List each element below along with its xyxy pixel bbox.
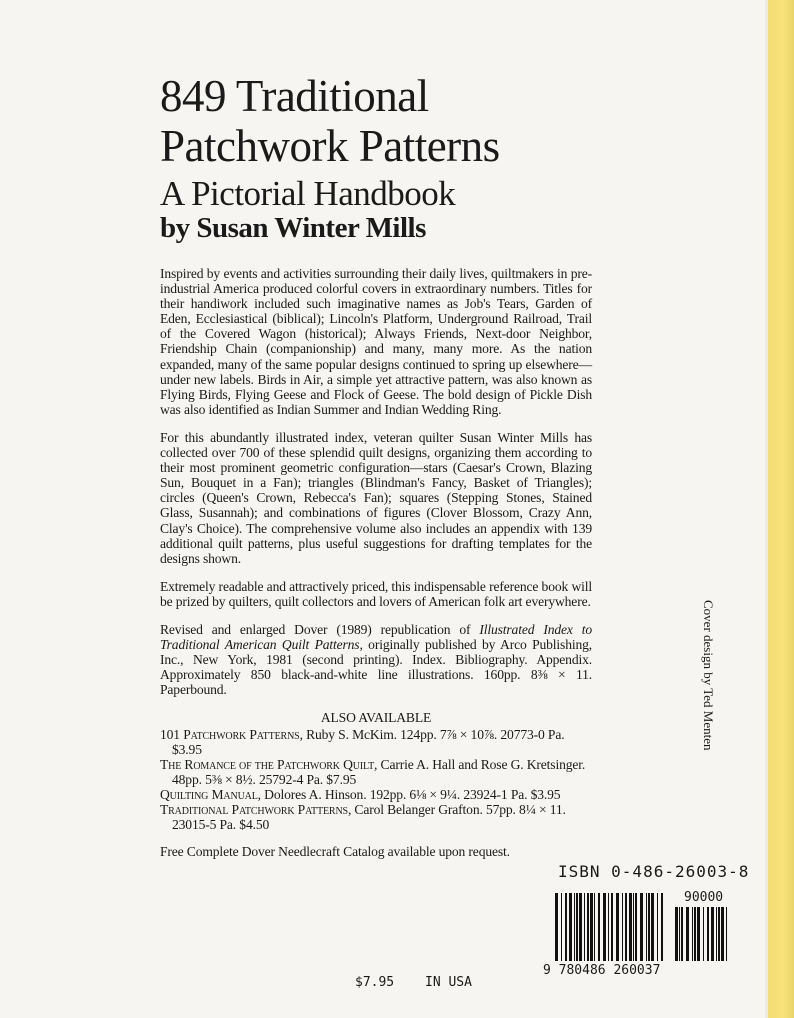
barcode-bar: [681, 907, 683, 961]
pub-suffix: originally published by Arco Publishing, Inc., New York, 1981 (second printing). Index. Bibliography. Appendix. Approximately 850 black-and-white line illustrations. 160pp. 8⅜ × 11. Paperbound.: [160, 637, 593, 698]
barcode-bar: [692, 907, 693, 961]
addon-number: 90000: [684, 890, 724, 905]
subtitle: A Pictorial Handbook: [160, 174, 456, 213]
catalog-note: Free Complete Dover Needlecraft Catalog available upon request.: [160, 844, 510, 860]
barcode-bar: [555, 893, 558, 961]
barcode-bar: [603, 893, 606, 961]
barcode-bar: [587, 893, 589, 961]
book-title: [160, 71, 500, 244]
barcode-bar: [611, 893, 613, 961]
barcode: [555, 893, 667, 961]
barcode-bar: [616, 893, 619, 961]
item-details: , Carol Belanger Grafton. 57pp. 8¼ × 11. 23015-5 Pa. $4.50: [172, 802, 566, 833]
barcode-bar: [569, 893, 572, 961]
item-details: , Dolores A. Hinson. 192pp. 6⅛ × 9¼. 23924-1 Pa. $3.95: [257, 786, 561, 802]
paragraph: Inspired by events and activities surrounding their daily lives, quiltmakers in pre-industrial America produced colorful covers in extraordinary numbers. Titles for their handiwork included such imaginative names as Job's Tears, Garden of Eden, Ecclesiastical (biblical); Lincoln's Platform, Underground Railroad, Trail of the Covered Wagon (historical); Always Friends, Next-door Neighbor, Friendship Chain (companionship) and many, many more. As the nation expanded, many of the same popular designs continued to spring up elsewhere—under new labels. Birds in Air, a simple yet attractive pattern, was also known as Flying Birds, Flying Geese and Flock of Geese. The bold design of Pickle Dish was also identified as Indian Summer and Indian Wedding Ring.: [160, 266, 592, 417]
barcode-bar: [608, 893, 609, 961]
barcode-bar: [584, 893, 585, 961]
also-available-heading: ALSO AVAILABLE: [320, 710, 432, 726]
barcode-bar: [726, 907, 727, 961]
barcode-bar: [598, 893, 600, 961]
also-available: [160, 710, 592, 859]
original-title: Illustrated Index to Traditional American Quilt Patterns,: [160, 621, 592, 653]
barcode-bar: [579, 893, 582, 961]
barcode-bar: [590, 893, 593, 961]
barcode-bar: [648, 893, 650, 961]
barcode-bar: [576, 893, 578, 961]
barcode-bar: [640, 893, 643, 961]
title-line-2: Patchwork Patterns: [160, 121, 500, 171]
barcode-bar: [694, 907, 696, 961]
item-title: The Romance of the Patchwork Quilt: [160, 756, 375, 772]
barcode-bar: [635, 893, 637, 961]
publication-note: [160, 622, 592, 697]
paragraph: For this abundantly illustrated index, veteran quilter Susan Winter Mills has collected over 700 of these splendid quilt designs, organizing them according to their most prominent geometric configuration—stars (Caesar's Crown, Blazing Sun, Bouquet in a Fan); triangles (Blindman's Fancy, Basket of Triangles); circles (Queen's Crown, Rebecca's Fan); squares (Stepping Stones, Stained Glass, Susannah); and combinations of figures (Clover Blossom, Crazy Ann, Clay's Choice). The comprehensive volume also includes an appendix with 139 additional quilt patterns, plus useful suggestions for drafting templates for the designs shown.: [160, 429, 592, 566]
price-region: IN USA: [425, 975, 472, 990]
list-item: [160, 802, 592, 832]
barcode-bar: [633, 893, 634, 961]
list-item: [160, 727, 592, 757]
description: [160, 266, 592, 697]
isbn: ISBN 0-486-26003-8: [558, 862, 750, 881]
barcode-bar: [718, 907, 720, 961]
barcode-bar: [657, 893, 658, 961]
barcode-bar: [703, 907, 704, 961]
barcode-bar: [711, 907, 714, 961]
barcode-bar: [707, 907, 709, 961]
back-cover-text: [160, 266, 592, 859]
item-title: 101 Patchwork Patterns: [160, 726, 300, 742]
barcode-bar: [651, 893, 654, 961]
barcode-bar: [646, 893, 647, 961]
barcode-number: 9 780486 260037: [543, 963, 661, 978]
list-item: [160, 757, 592, 787]
pub-prefix: Revised and enlarged Dover (1989) republication of: [160, 621, 480, 637]
barcode-bar: [561, 893, 562, 961]
title-line-1: 849 Traditional: [160, 71, 429, 121]
author-line: by Susan Winter Mills: [160, 212, 426, 244]
item-details: , Ruby S. McKim. 124pp. 7⅞ × 10⅞. 20773-0 Pa. $3.95: [172, 726, 565, 757]
barcode-bar: [716, 907, 717, 961]
item-title: Quilting Manual: [160, 786, 258, 802]
yellow-spine: [768, 0, 794, 1018]
barcode-bar: [679, 907, 680, 961]
barcode-bar: [675, 907, 678, 961]
barcode-bar: [697, 907, 700, 961]
barcode-bar: [565, 893, 567, 961]
barcode-bar: [622, 893, 623, 961]
paragraph: Extremely readable and attractively priced, this indispensable reference book will be prized by quilters, quilt collectors and lovers of American folk art everywhere.: [160, 578, 592, 609]
list-item: [160, 787, 592, 802]
barcode-bar: [594, 893, 595, 961]
barcode-addon: [675, 907, 729, 961]
cover-credit: Cover design by Ted Menten: [701, 600, 716, 751]
barcode-bar: [625, 893, 627, 961]
price: $7.95: [355, 975, 395, 990]
item-details: , Carrie A. Hall and Rose G. Kretsinger. 48pp. 5⅜ × 8½. 25792-4 Pa. $7.95: [172, 756, 586, 787]
barcode-bar: [686, 907, 689, 961]
barcode-bar: [629, 893, 632, 961]
item-title: Traditional Patchwork Patterns: [160, 802, 348, 817]
barcode-bar: [661, 893, 663, 961]
barcode-bar: [574, 893, 575, 961]
barcode-bar: [721, 907, 724, 961]
